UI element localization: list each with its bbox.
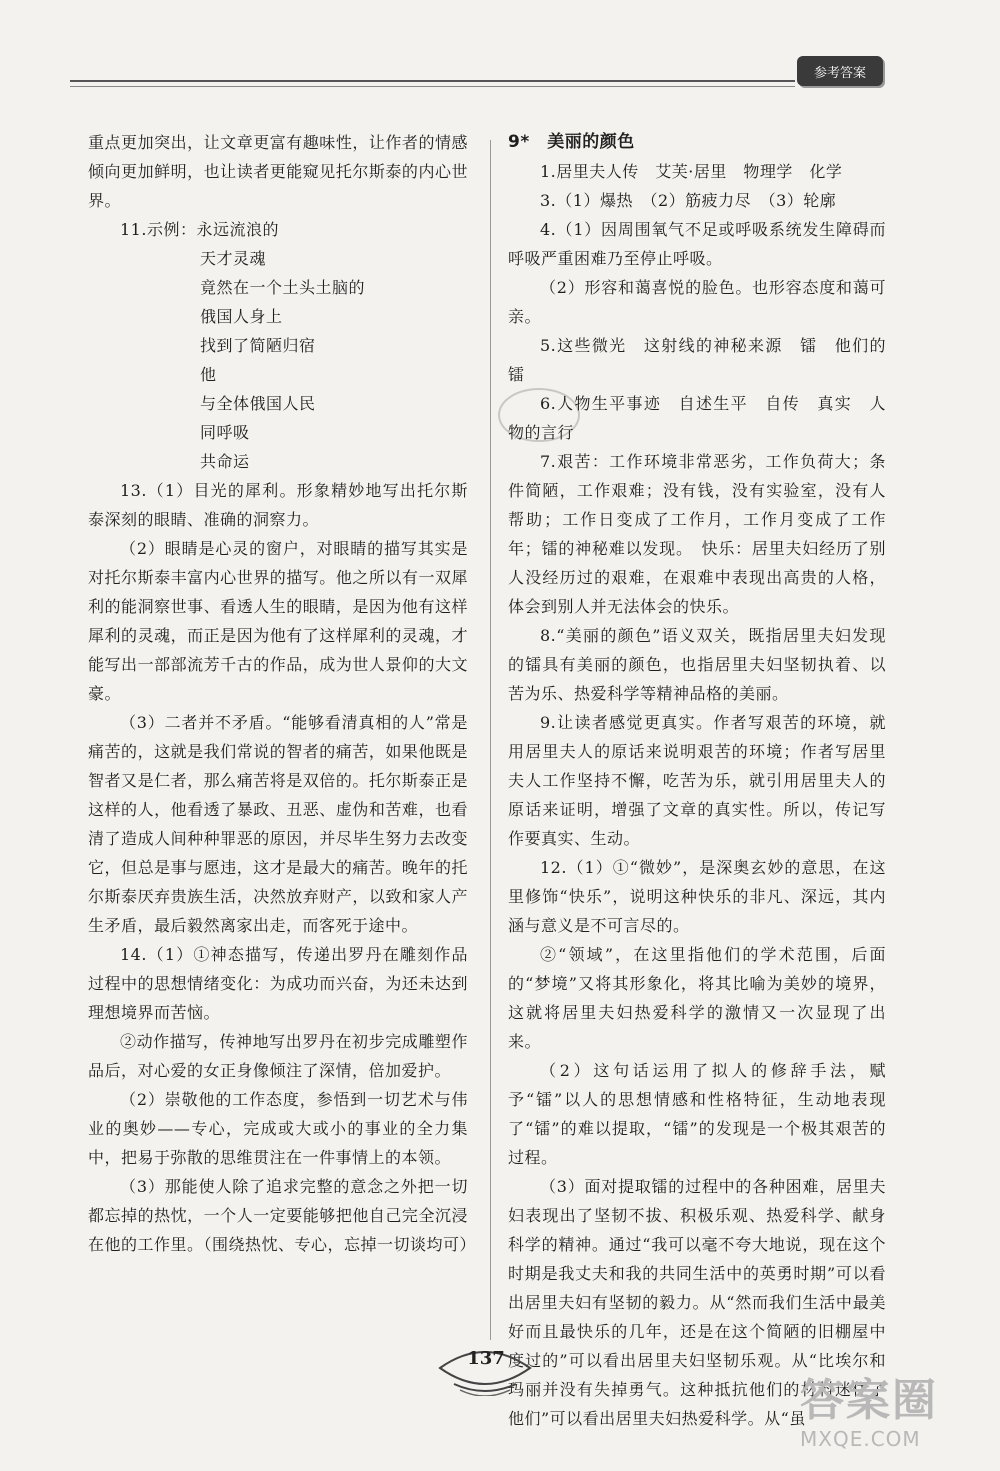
site-watermark: [800, 1375, 980, 1465]
q12-1a: 12.（1）①“微妙”，是深奥玄妙的意思，在这里修饰“快乐”，说明这种快乐的非凡、深远，其内涵与意义是不可言尽的。: [508, 858, 886, 935]
q11-line: 俄国人身上: [200, 307, 283, 326]
q11-line: 天才灵魂: [200, 249, 267, 268]
q12-2: （2）这句话运用了拟人的修辞手法，赋予“镭”以人的思想情感和性格特征，生动地表现了“镭”的难以提取，“镭”的发现是一个极其艰苦的过程。: [508, 1061, 886, 1167]
q5: 5.这些微光 这射线的神秘来源 镭 他们的镭: [508, 336, 886, 384]
section-title: 9* 美丽的颜色: [508, 132, 635, 152]
q1: 1.居里夫人传 艾芙·居里 物理学 化学: [540, 162, 843, 181]
watermark-cn: 答案圈: [800, 1375, 938, 1426]
q6: 6.人物生平事迹 自述生平 自传 真实 人物的言行: [508, 394, 886, 442]
q7: 7.艰苦：工作环境非常恶劣，工作负荷大；条件简陋，工作艰难；没有钱，没有实验室，没有人帮助；工作日变成了工作月，工作月变成了工作年；镭的神秘难以发现。 快乐：居里夫妇经历了别人没经历过的艰难，在艰难中表现出高贵的人格，体会到别人并无法体会的快乐。: [508, 452, 886, 616]
right-column: [508, 128, 886, 1433]
q13-1: 13.（1）目光的犀利。形象精妙地写出托尔斯泰深刻的眼睛、准确的洞察力。: [88, 481, 468, 529]
q11-line: 共命运: [200, 452, 250, 471]
q4-1: 4.（1）因周围氧气不足或呼吸系统发生障碍而呼吸严重困难乃至停止呼吸。: [508, 220, 886, 268]
q12-1b: ②“领域”，在这里指他们的学术范围，后面的“梦境”又将其形象化，将其比喻为美妙的境界，这就将居里夫妇热爱科学的激情又一次显现了出来。: [508, 945, 886, 1051]
q13-3: （3）二者并不矛盾。“能够看清真相的人”常是痛苦的，这就是我们常说的智者的痛苦，如果他既是智者又是仁者，那么痛苦将是双倍的。托尔斯泰正是这样的人，他看透了暴政、丑恶、虚伪和苦难，也看清了造成人间种种罪恶的原因，并尽毕生努力去改变它，但总是事与愿违，这才是最大的痛苦。晚年的托尔斯泰厌弃贵族生活，决然放弃财产，以致和家人产生矛盾，最后毅然离家出走，而客死于途中。: [88, 713, 468, 935]
column-divider: [490, 140, 491, 1340]
answer-key-badge: 参考答案: [797, 56, 883, 86]
q12-3: （3）面对提取镭的过程中的各种困难，居里夫妇表现出了坚韧不拔、积极乐观、热爱科学、献身科学的精神。通过“我可以毫不夸大地说，现在这个时期是我丈夫和我的共同生活中的英勇时期”可以看出居里夫妇有坚韧的毅力。从“然而我们生活中最美好而且最快乐的几年，还是在这个简陋的旧棚屋中度过的”可以看出居里夫妇坚韧乐观。从“比埃尔和玛丽并没有失掉勇气。这种抵抗他们的材料迷住了他们”可以看出居里夫妇热爱科学。从“虽: [508, 1177, 886, 1428]
q11-line: 他: [200, 365, 217, 384]
q13-2: （2）眼睛是心灵的窗户，对眼睛的描写其实是对托尔斯泰丰富内心世界的描写。他之所以有一双犀利的能洞察世事、看透人生的眼睛，是因为他有这样犀利的灵魂，而正是因为他有了这样犀利的灵魂，才能写出一部部流芳千古的作品，成为世人景仰的大文豪。: [88, 539, 468, 703]
q9: 9.让读者感觉更真实。作者写艰苦的环境，就用居里夫人的原话来说明艰苦的环境；作者写居里夫人工作坚持不懈，吃苦为乐，就引用居里夫人的原话来证明，增强了文章的真实性。所以，传记写作要真实、生动。: [508, 713, 886, 848]
q11-line: 与全体俄国人民: [200, 394, 316, 413]
left-column: [88, 128, 477, 1259]
page-number: 137: [467, 1348, 505, 1369]
q11-line: 找到了简陋归宿: [200, 336, 316, 355]
q11-label: 11.示例：永远流浪的: [120, 220, 279, 239]
q14-2: （2）崇敬他的工作态度，参悟到一切艺术与伟业的奥妙——专心，完成或大或小的事业的全力集中，把易于弥散的思维贯注在一件事情上的本领。: [88, 1090, 468, 1167]
watermark-en: MXQE.COM: [800, 1427, 921, 1451]
q4-2: （2）形容和蔼喜悦的脸色。也形容态度和蔼可亲。: [508, 278, 886, 326]
q14-1b: ②动作描写，传神地写出罗丹在初步完成雕塑作品后，对心爱的女正身像倾注了深情，倍加爱护。: [88, 1032, 468, 1080]
q14-1a: 14.（1）①神态描写，传递出罗丹在雕刻作品过程中的思想情绪变化：为成功而兴奋，为还未达到理想境界而苦恼。: [88, 945, 468, 1022]
q14-3: （3）那能使人除了追求完整的意念之外把一切都忘掉的热忱，一个人一定要能够把他自己完全沉浸在他的工作里。（围绕热忱、专心，忘掉一切谈均可）: [88, 1177, 477, 1254]
q3: 3.（1）爆热 （2）筋疲力尽 （3）轮廓: [540, 191, 837, 210]
q11-line: 竟然在一个土头土脑的: [200, 278, 366, 297]
intro-paragraph: 重点更加突出，让文章更富有趣味性，让作者的情感倾向更加鲜明，也让读者更能窥见托尔斯泰的内心世界。: [88, 133, 468, 210]
header-rule-secondary: [70, 86, 795, 87]
q8: 8.“美丽的颜色”语义双关，既指居里夫妇发现的镭具有美丽的颜色，也指居里夫妇坚韧执着、以苦为乐、热爱科学等精神品格的美丽。: [508, 626, 886, 703]
header-rule: [70, 80, 795, 82]
q11-line: 同呼吸: [200, 423, 250, 442]
